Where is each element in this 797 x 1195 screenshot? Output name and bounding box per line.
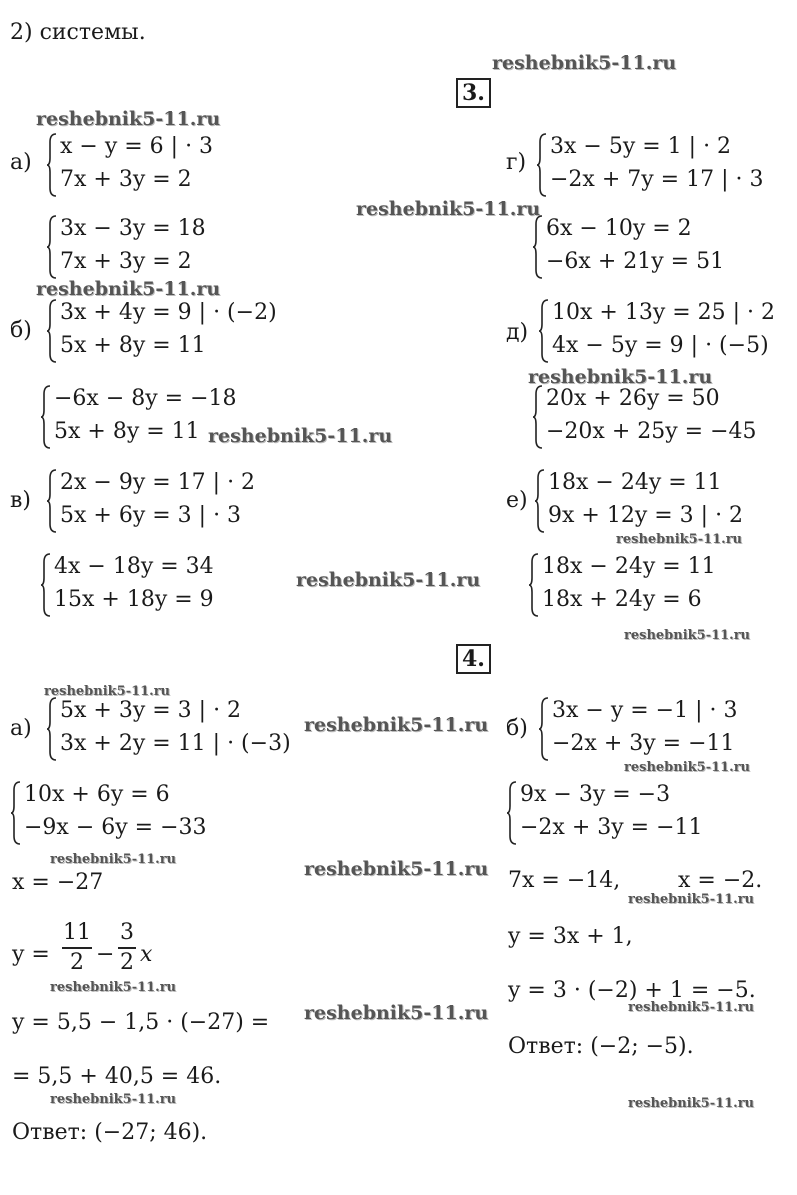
task3-v-result	[40, 552, 260, 618]
task3-d-given	[538, 298, 793, 364]
equation: 3x − 5y = 1 | · 2	[550, 134, 732, 159]
watermark: reshebnik5-11.ru	[356, 198, 541, 220]
equation: 9x − 3y = −3	[520, 782, 671, 807]
equation: 5x + 8y = 11	[54, 419, 200, 444]
equation: 3x + 2y = 11 | · (−3)	[60, 731, 291, 756]
line-y-expr: y = 3x + 1,	[508, 924, 633, 949]
task4-number: 4.	[456, 644, 491, 674]
task3-g-given	[536, 132, 786, 198]
brace-icon	[46, 214, 58, 280]
equation: 3x + 4y = 9 | · (−2)	[60, 300, 277, 325]
watermark: reshebnik5-11.ru	[36, 278, 221, 300]
task3-g-label: г)	[506, 150, 527, 175]
task4-b-given	[538, 696, 778, 762]
task3-a-given	[46, 132, 296, 198]
task3-e-label: е)	[506, 488, 528, 513]
task4-b-result	[506, 780, 746, 846]
variable-x: x	[140, 942, 153, 967]
task4-b-label: б)	[506, 716, 528, 741]
watermark: reshebnik5-11.ru	[528, 366, 713, 388]
task3-e-result	[528, 552, 748, 618]
equation: 5x + 8y = 11	[60, 333, 206, 358]
fraction-bar	[118, 947, 136, 949]
line-7x: 7x = −14,	[508, 868, 621, 893]
equation: −6x + 21y = 51	[546, 249, 725, 274]
equation: 20x + 26y = 50	[546, 386, 720, 411]
equation: 5x + 6y = 3 | · 3	[60, 503, 242, 528]
fraction-denominator: 2	[70, 950, 84, 975]
brace-icon	[538, 298, 550, 364]
equation: 9x + 12y = 3 | · 2	[548, 503, 744, 528]
equation: 7x + 3y = 2	[60, 167, 192, 192]
task3-g-result	[532, 214, 772, 280]
brace-icon	[46, 132, 58, 198]
equation: 18x + 24y = 6	[542, 587, 702, 612]
task3-d-result	[532, 384, 782, 450]
task3-b-label: б)	[10, 318, 32, 343]
equation: −2x + 7y = 17 | · 3	[550, 167, 764, 192]
watermark: reshebnik5-11.ru	[492, 52, 677, 74]
brace-icon	[536, 132, 548, 198]
watermark: reshebnik5-11.ru	[208, 425, 393, 447]
watermark: reshebnik5-11.ru	[628, 1096, 755, 1111]
watermark: reshebnik5-11.ru	[628, 892, 755, 907]
brace-icon	[506, 780, 518, 846]
brace-icon	[46, 298, 58, 364]
watermark: reshebnik5-11.ru	[44, 684, 171, 699]
watermark: reshebnik5-11.ru	[304, 1002, 489, 1024]
task3-a-result	[46, 214, 296, 280]
equation: 6x − 10y = 2	[546, 216, 692, 241]
task3-e-given	[534, 468, 774, 534]
answer-4b: Ответ: (−2; −5).	[508, 1034, 694, 1059]
brace-icon	[40, 384, 52, 450]
task4-a-label: а)	[10, 716, 32, 741]
brace-icon	[538, 696, 550, 762]
equation: −2x + 3y = −11	[520, 815, 703, 840]
watermark: reshebnik5-11.ru	[624, 628, 751, 643]
task3-a-label: а)	[10, 150, 32, 175]
equation: −9x − 6y = −33	[24, 815, 207, 840]
watermark: reshebnik5-11.ru	[50, 980, 177, 995]
watermark: reshebnik5-11.ru	[616, 532, 743, 547]
equation: 15x + 18y = 9	[54, 587, 214, 612]
fraction-denominator: 2	[120, 950, 134, 975]
watermark: reshebnik5-11.ru	[304, 714, 489, 736]
brace-icon	[46, 468, 58, 534]
task3-number: 3.	[456, 78, 491, 108]
answer-4a: Ответ: (−27; 46).	[12, 1120, 208, 1145]
line-y-calc: y = 3 · (−2) + 1 = −5.	[508, 978, 756, 1003]
fraction-numerator: 11	[63, 920, 91, 945]
brace-icon	[532, 214, 544, 280]
equation: 7x + 3y = 2	[60, 249, 192, 274]
watermark: reshebnik5-11.ru	[50, 1092, 177, 1107]
line-x-result: x = −2.	[678, 868, 763, 893]
equation: 18x − 24y = 11	[542, 554, 716, 579]
task3-v-label: в)	[10, 488, 31, 513]
task3-b-given	[46, 298, 306, 364]
equation: 3x − y = −1 | · 3	[552, 698, 738, 723]
equation: 4x − 5y = 9 | · (−5)	[552, 333, 769, 358]
task3-v-given	[46, 468, 286, 534]
intro-text: 2) системы.	[10, 20, 146, 45]
brace-icon	[532, 384, 544, 450]
brace-icon	[10, 780, 22, 846]
calc-line-1: y = 5,5 − 1,5 · (−27) =	[12, 1010, 270, 1035]
equation: −6x − 8y = −18	[54, 386, 237, 411]
equation: 5x + 3y = 3 | · 2	[60, 698, 242, 723]
equation: x − y = 6 | · 3	[60, 134, 214, 159]
equation: 10x + 13y = 25 | · 2	[552, 300, 776, 325]
task4-a-given	[46, 696, 308, 762]
brace-icon	[528, 552, 540, 618]
fraction-three-halves	[118, 920, 136, 976]
watermark: reshebnik5-11.ru	[296, 569, 481, 591]
equation: −2x + 3y = −11	[552, 731, 735, 756]
fraction-bar	[62, 947, 92, 949]
brace-icon	[534, 468, 546, 534]
task3-b-result	[40, 384, 280, 450]
task3-d-label: д)	[506, 320, 529, 345]
brace-icon	[46, 696, 58, 762]
watermark: reshebnik5-11.ru	[304, 858, 489, 880]
fraction-eleven-halves	[62, 920, 92, 976]
watermark: reshebnik5-11.ru	[36, 108, 221, 130]
equation: 10x + 6y = 6	[24, 782, 170, 807]
minus-sign: −	[96, 942, 115, 967]
task4-a-result	[10, 780, 230, 846]
calc-line-2: = 5,5 + 40,5 = 46.	[12, 1064, 222, 1089]
equation: 3x − 3y = 18	[60, 216, 206, 241]
equation: −20x + 25y = −45	[546, 419, 757, 444]
watermark: reshebnik5-11.ru	[624, 760, 751, 775]
brace-icon	[40, 552, 52, 618]
watermark: reshebnik5-11.ru	[628, 1000, 755, 1015]
equation: 2x − 9y = 17 | · 2	[60, 470, 256, 495]
equation: 4x − 18y = 34	[54, 554, 214, 579]
equation: 18x − 24y = 11	[548, 470, 722, 495]
x-value-line: x = −27	[12, 870, 104, 895]
fraction-numerator: 3	[120, 920, 134, 945]
y-equals-label: y =	[12, 942, 50, 967]
watermark: reshebnik5-11.ru	[50, 852, 177, 867]
